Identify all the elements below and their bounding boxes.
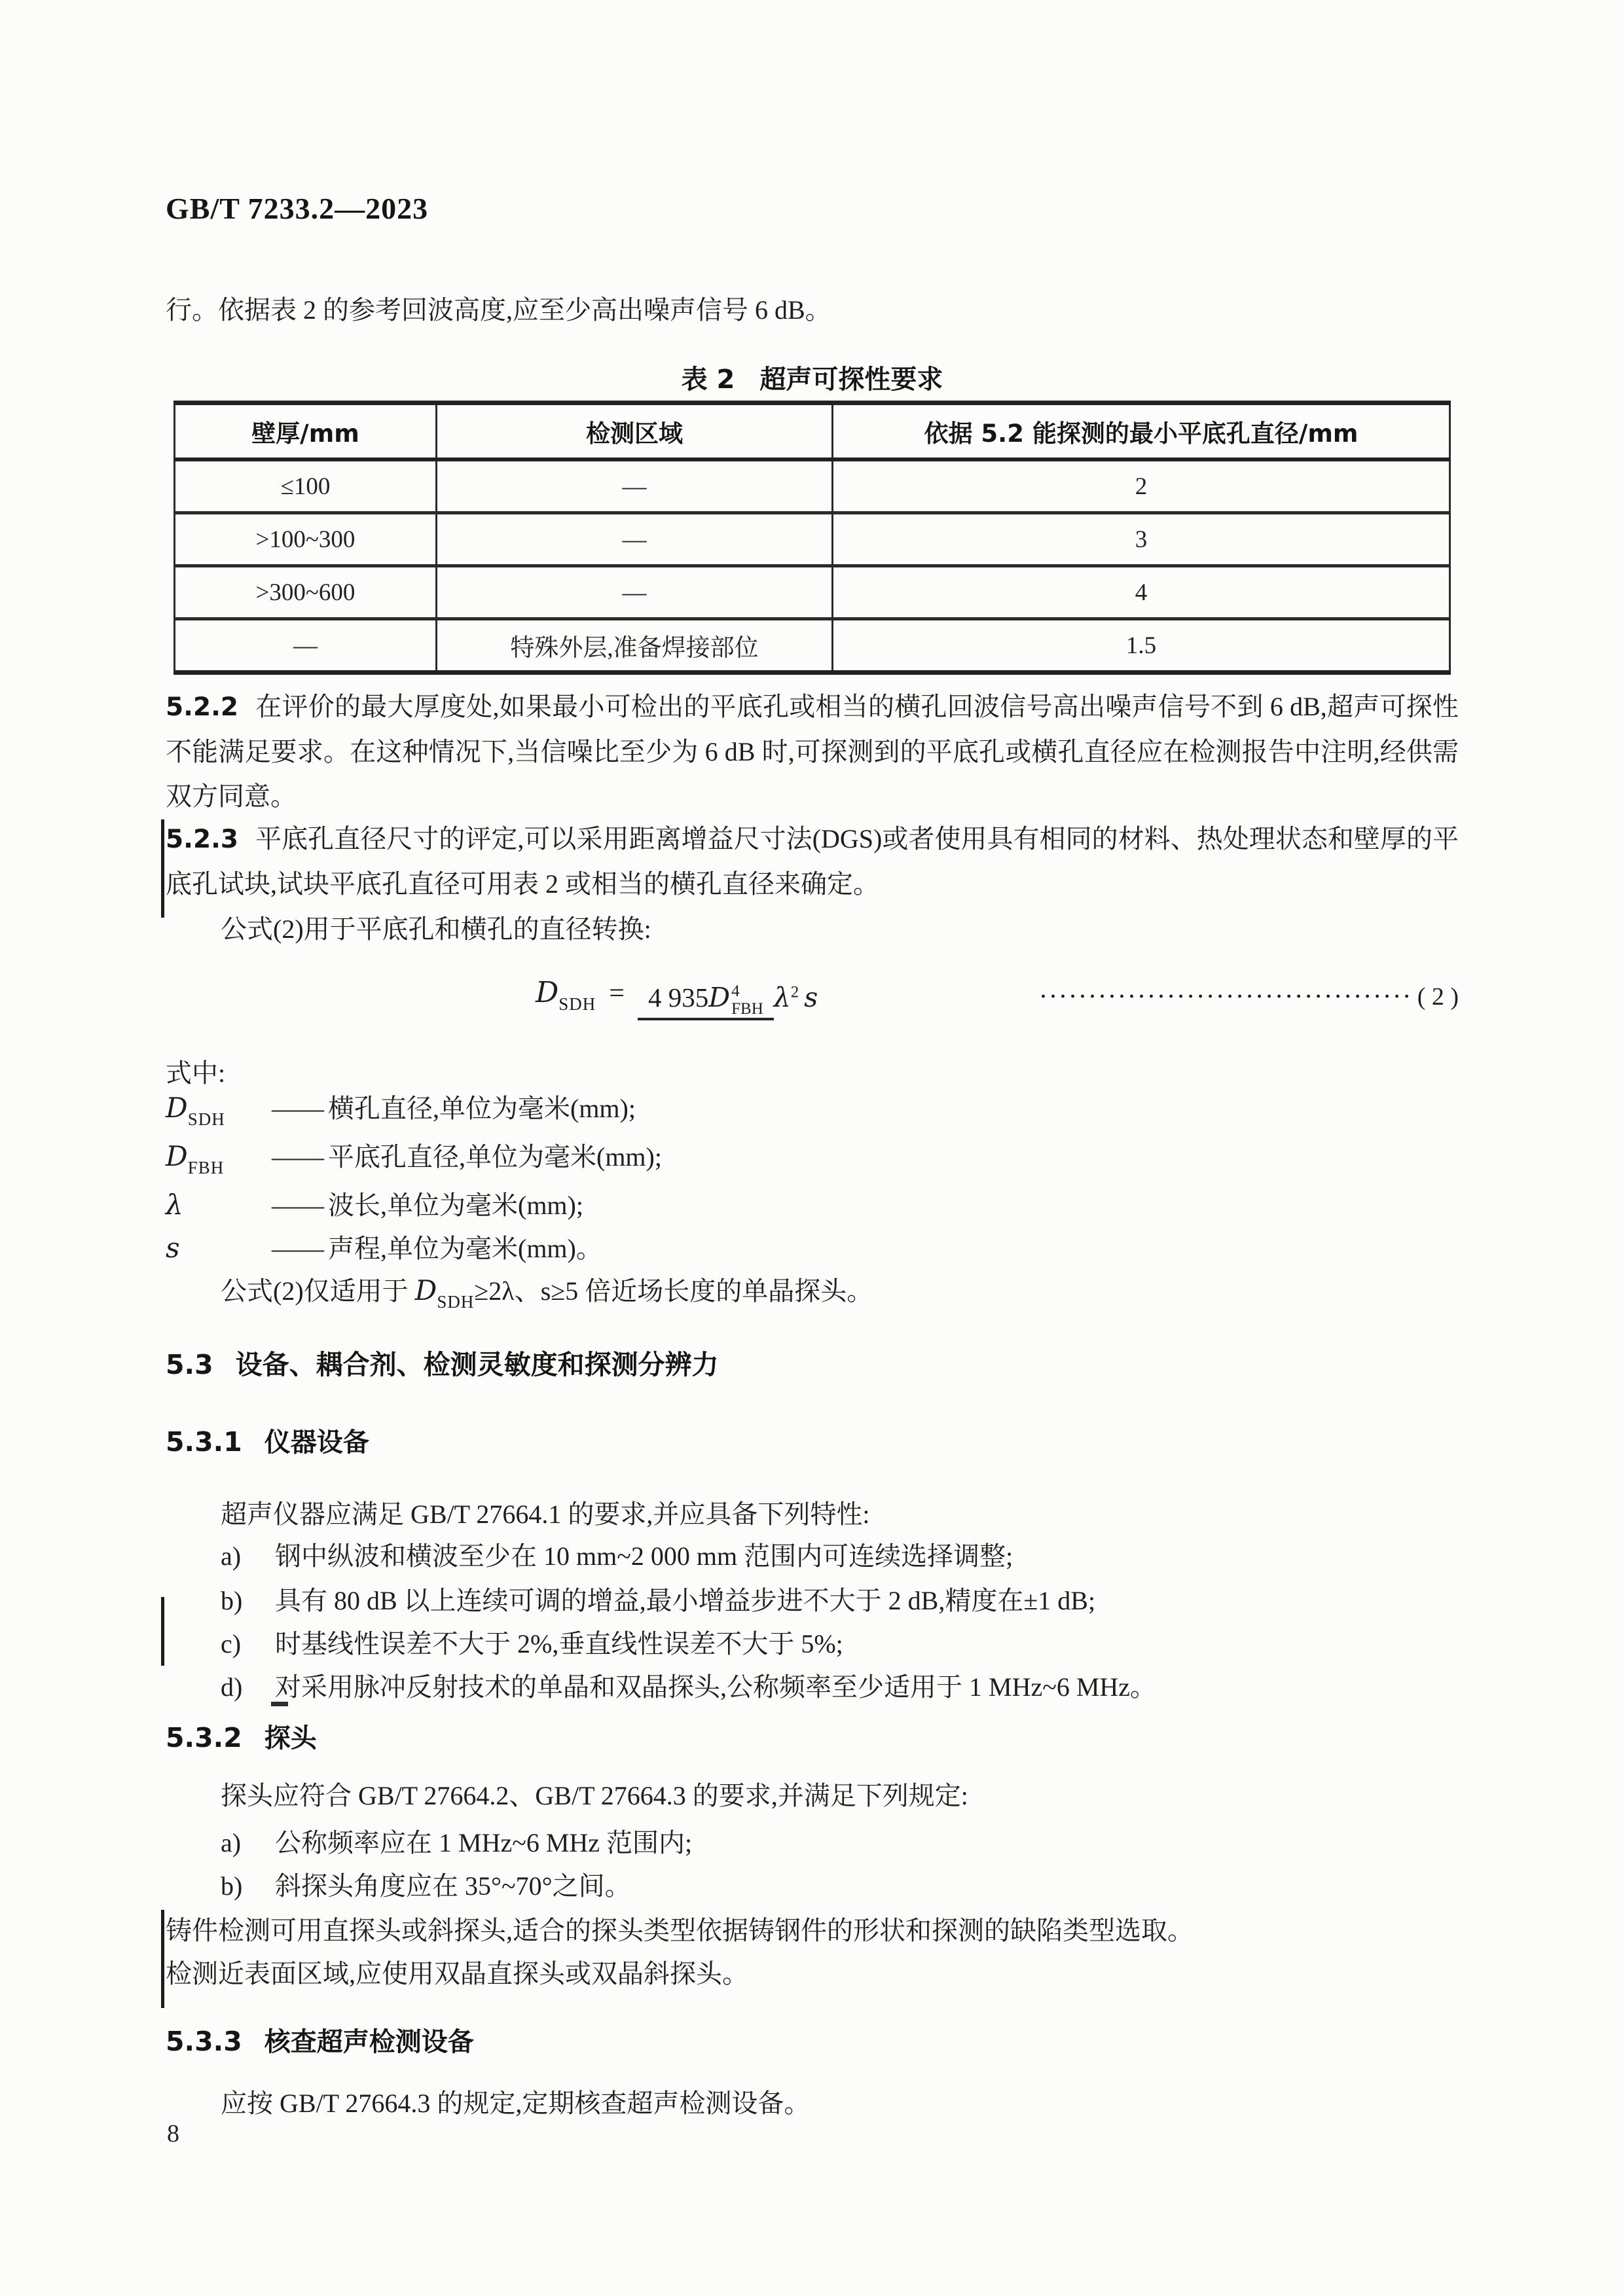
page-number: 8	[167, 2120, 179, 2147]
fraction	[638, 982, 818, 1018]
definition-dash: ——	[272, 1191, 324, 1220]
symbol: s	[166, 1232, 180, 1264]
list-item-b	[221, 1865, 1459, 1903]
table-2-title	[166, 359, 1459, 396]
clause-5-2-2	[166, 685, 1459, 819]
formula-2	[166, 948, 1459, 1046]
list-item-b	[221, 1580, 1459, 1617]
cell-fbh: 3	[833, 513, 1450, 566]
applicability-note: 公式(2)仅适用于 $D_{SDH}\ge 2\lambda$、s≥5 倍近场长度的单晶探头。	[221, 1274, 873, 1312]
definition-dfbh	[166, 1136, 1459, 1178]
list-item-d	[221, 1666, 1459, 1704]
definition-s	[166, 1228, 1459, 1270]
clause-5-3-3-para: 应按 GB/T 27664.3 的规定,定期核查超声检测设备。	[221, 2089, 811, 2118]
list-label: b)	[221, 1871, 243, 1901]
definition-text: 平底孔直径,单位为毫米(mm);	[328, 1142, 662, 1172]
formula-expression	[536, 976, 818, 1018]
cell-thickness: >300~600	[175, 566, 437, 619]
table-row	[175, 459, 1450, 513]
equals-sign: =	[609, 978, 625, 1009]
definition-dash: ——	[272, 1142, 324, 1172]
scan-artifact-dash	[271, 1702, 288, 1706]
heading-5-3: 5.3 设备、耦合剂、检测灵敏度和探测分辨力	[166, 1349, 719, 1380]
symbol: $D_{SDH}$	[166, 1092, 225, 1129]
fraction-numerator: 4 935D 4 FBH	[638, 982, 774, 1020]
table-row	[175, 513, 1450, 566]
dot-leader: ······································	[1040, 986, 1413, 1007]
table-row	[175, 566, 1450, 619]
symbol: $D_{FBH}$	[166, 1140, 225, 1177]
cell-fbh: 4	[833, 566, 1450, 619]
cell-thickness: ≤100	[175, 459, 437, 513]
table-2-caption: 超声可探性要求	[759, 365, 943, 395]
definition-text: 声程,单位为毫米(mm)。	[328, 1234, 602, 1263]
list-item-a	[221, 1822, 1459, 1859]
col-header-wall-thickness: 壁厚/mm	[175, 403, 437, 460]
formula-intro-line: 公式(2)用于平底孔和横孔的直径转换:	[221, 914, 651, 944]
clause-5-3-2-intro: 探头应符合 GB/T 27664.2、GB/T 27664.3 的要求,并满足下列规定:	[221, 1781, 968, 1810]
table-2	[173, 401, 1451, 675]
list-label: c)	[221, 1629, 242, 1659]
list-text: 钢中纵波和横波至少在 10 mm~2 000 mm 范围内可连续选择调整;	[275, 1541, 1013, 1571]
clause-number: 5.2.3	[166, 825, 239, 854]
formula-lhs: $D_{SDH}$	[536, 976, 596, 1014]
list-item-a	[221, 1535, 1459, 1573]
continuation-paragraph: 行。依据表 2 的参考回波高度,应至少高出噪声信号 6 dB。	[166, 295, 831, 325]
list-text: 具有 80 dB 以上连续可调的增益,最小增益步进不大于 2 dB,精度在±1 dB;	[275, 1586, 1096, 1615]
list-text: 对采用脉冲反射技术的单晶和双晶探头,公称频率至少适用于 1 MHz~6 MHz。	[275, 1672, 1157, 1702]
list-label: a)	[221, 1541, 242, 1571]
cell-thickness: —	[175, 619, 437, 673]
definition-dash: ——	[272, 1234, 324, 1263]
list-label: a)	[221, 1828, 242, 1857]
change-bar	[161, 819, 164, 918]
clause-5-3-2-para1: 铸件检测可用直探头或斜探头,适合的探头类型依据铸钢件的形状和探测的缺陷类型选取。	[166, 1916, 1194, 1945]
clause-5-2-3	[166, 817, 1459, 906]
table-header-row	[175, 403, 1450, 460]
list-text: 时基线性误差不大于 2%,垂直线性误差不大于 5%;	[275, 1629, 843, 1659]
definition-text: 横孔直径,单位为毫米(mm);	[328, 1094, 636, 1123]
sup-sub-stack: 4 FBH	[731, 982, 763, 1018]
cell-fbh: 1.5	[833, 619, 1450, 673]
col-header-test-zone: 检测区域	[437, 403, 833, 460]
clause-5-3-2-para2: 检测近表面区域,应使用双晶直探头或双晶斜探头。	[166, 1959, 748, 1988]
table-2-number: 表 2	[681, 365, 735, 395]
clause-number: 5.2.2	[166, 692, 239, 722]
where-label: 式中:	[166, 1058, 226, 1088]
definition-text: 波长,单位为毫米(mm);	[328, 1191, 583, 1220]
cell-fbh: 2	[833, 459, 1450, 513]
change-bar	[161, 1597, 164, 1666]
list-item-c	[221, 1623, 1459, 1660]
definition-dash: ——	[272, 1094, 324, 1123]
list-label: d)	[221, 1672, 243, 1702]
heading-5-3-3: 5.3.3 核查超声检测设备	[166, 2026, 474, 2057]
cell-zone: —	[437, 513, 833, 566]
change-bar	[161, 1910, 164, 2008]
list-text: 斜探头角度应在 35°~70°之间。	[275, 1871, 631, 1901]
cell-zone: —	[437, 566, 833, 619]
fraction-denominator: $\lambda^2$ s	[773, 982, 818, 1014]
col-header-min-fbh: 依据 5.2 能探测的最小平底孔直径/mm	[833, 403, 1450, 460]
clause-text: 平底孔直径尺寸的评定,可以采用距离增益尺寸法(DGS)或者使用具有相同的材料、热处理状态和壁厚的平底孔试块,试块平底孔直径可用表 2 或相当的横孔直径来确定。	[166, 824, 1459, 899]
cell-thickness: >100~300	[175, 513, 437, 566]
heading-5-3-2: 5.3.2 探头	[166, 1722, 317, 1753]
list-text: 公称频率应在 1 MHz~6 MHz 范围内;	[275, 1828, 693, 1857]
doc-number-header: GB/T 7233.2—2023	[166, 192, 429, 225]
heading-5-3-1: 5.3.1 仪器设备	[166, 1426, 369, 1458]
cell-zone: —	[437, 459, 833, 513]
symbol: λ	[166, 1189, 183, 1221]
table-row	[175, 619, 1450, 673]
cell-zone: 特殊外层,准备焊接部位	[437, 619, 833, 673]
clause-text: 在评价的最大厚度处,如果最小可检出的平底孔或相当的横孔回波信号高出噪声信号不到 6 dB,超声可探性不能满足要求。在这种情况下,当信噪比至少为 6 dB 时,可探测到的平底孔或横孔直径应在检测报告中注明,经供需双方同意。	[166, 692, 1459, 811]
list-label: b)	[221, 1586, 243, 1615]
definition-lambda	[166, 1185, 1459, 1227]
definition-dsdh	[166, 1088, 1459, 1130]
equation-number: ( 2 )	[1417, 983, 1459, 1011]
clause-5-3-1-intro: 超声仪器应满足 GB/T 27664.1 的要求,并应具备下列特性:	[221, 1499, 870, 1529]
